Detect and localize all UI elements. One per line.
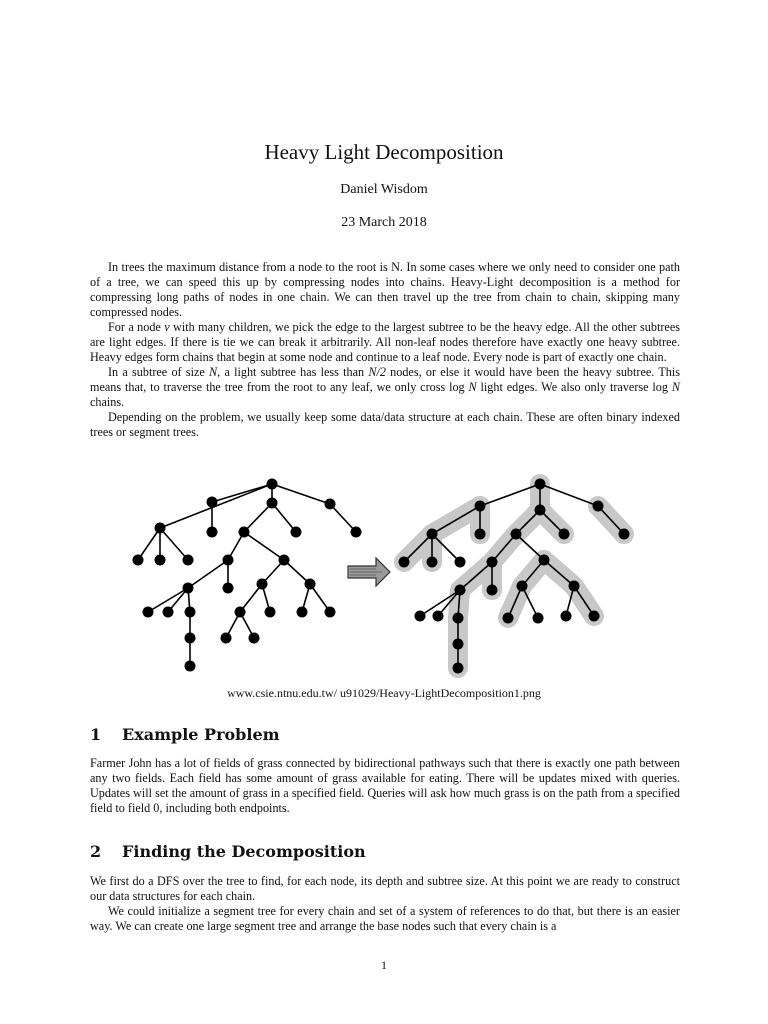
section-title: Example Problem bbox=[122, 725, 280, 744]
page-number: 1 bbox=[381, 958, 387, 972]
original-tree bbox=[138, 484, 356, 666]
arrow-right-icon bbox=[348, 558, 390, 586]
section-2-paragraph-2: We could initialize a segment tree for every chain and set of a system of references to do that, but there is an easier way. We can create one large segment tree and arrange the base nodes such that every chain is a bbox=[90, 904, 680, 933]
section-number: 1 bbox=[90, 725, 102, 744]
figure-caption: www.csie.ntnu.edu.tw/ u91029/Heavy-LightDecomposition1.png bbox=[227, 686, 541, 700]
intro-paragraph-2: For a node v with many children, we pick the edge to the largest subtree to be the heavy edge. All the other subtrees are light edges. If there is tie we can break it arbitrarily. All non-leaf nodes therefore have exactly one heavy subtree. Heavy edges form chains that begin at some node and continue to a leaf node. Every node is part of exactly one chain. bbox=[90, 320, 680, 364]
intro-text bbox=[90, 260, 680, 440]
tree-diagram bbox=[120, 468, 660, 680]
math-var: N bbox=[671, 380, 680, 394]
section-number: 2 bbox=[90, 842, 102, 861]
section-1-paragraph: Farmer John has a lot of fields of grass connected by bidirectional pathways such that there is exactly one path between any two fields. Each field has some amount of grass available for eating. There will be updates mixed with queries. Updates will set the amount of grass in a specified field. Queries will ask how much grass is on the path from a specified field to field 0, including both endpoints. bbox=[90, 756, 680, 815]
math-var: N bbox=[468, 380, 477, 394]
section-title: Finding the Decomposition bbox=[122, 842, 366, 861]
math-var: N bbox=[209, 365, 218, 379]
section-2-text bbox=[90, 874, 680, 934]
intro-paragraph-1: In trees the maximum distance from a node to the root is N. In some cases where we only need to consider one path of a tree, we can speed this up by compressing nodes into chains. Heavy-Light decomposition is a method for compressing long paths of nodes in one chain. We can then travel up the tree from chain to chain, skipping many compressed nodes. bbox=[90, 260, 680, 319]
publication-date: 23 March 2018 bbox=[341, 215, 427, 230]
author-name: Daniel Wisdom bbox=[340, 182, 428, 197]
paper-title: Heavy Light Decomposition bbox=[264, 140, 504, 164]
original-tree-nodes bbox=[133, 479, 362, 672]
intro-paragraph-4: Depending on the problem, we usually keep some data/data structure at each chain. These are often binary indexed trees or segment trees. bbox=[90, 410, 680, 439]
section-2-paragraph-1: We first do a DFS over the tree to find, for each node, its depth and subtree size. At this point we are ready to construct our data structures for each chain. bbox=[90, 874, 680, 903]
section-1-text bbox=[90, 756, 680, 816]
decomposed-tree-nodes bbox=[399, 479, 630, 674]
intro-paragraph-3: In a subtree of size N, a light subtree has less than N/2 nodes, or else it would have been the heavy subtree. This means that, to traverse the tree from the root to any leaf, we only cross log N light edges. We also only traverse log N chains. bbox=[90, 365, 680, 409]
math-var: v bbox=[164, 320, 170, 334]
section-heading-1 bbox=[90, 725, 280, 744]
section-heading-2 bbox=[90, 842, 366, 861]
heavy-chains-highlight bbox=[404, 484, 624, 668]
math-var: N/2 bbox=[368, 365, 386, 379]
tree-decomposition-figure bbox=[120, 468, 660, 680]
